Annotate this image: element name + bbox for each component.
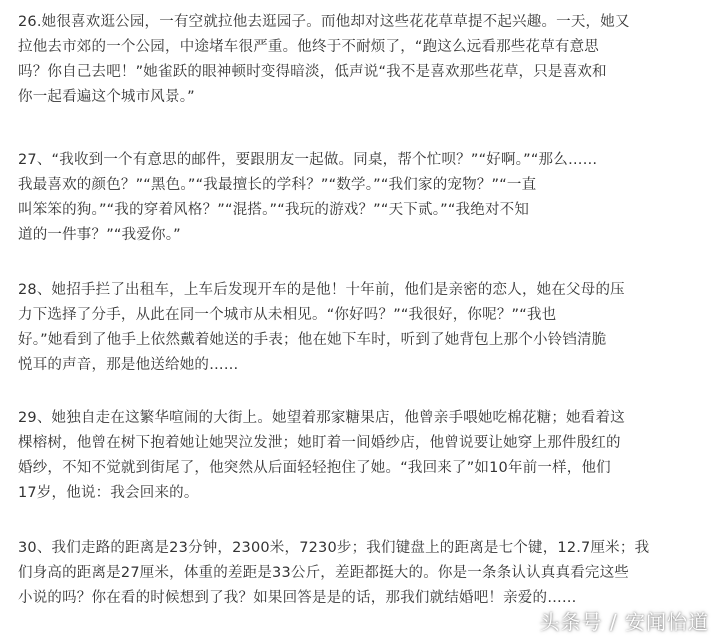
source-watermark: 头条号 / 安闻怡道: [539, 610, 709, 634]
text-line: 棵榕树，他曾在树下抱着她让她哭泣发泄；她盯着一间婚纱店，他曾说要让她穿上那件殷红的: [18, 435, 621, 451]
story-paragraph-29: [18, 406, 625, 506]
text-line: 你一起看遍这个城市风景。”: [18, 89, 195, 105]
text-line: 29、她独自走在这繁华喧闹的大街上。她望着那家糖果店，他曾亲手喂她吃棉花糖；她看着这: [18, 410, 625, 426]
text-line: 吗？你自己去吧！”她雀跃的眼神顿时变得暗淡，低声说“我不是喜欢那些花草，只是喜欢和: [18, 64, 607, 80]
text-line: 17岁，他说：我会回来的。: [18, 485, 199, 501]
text-line: 我最喜欢的颜色？”“黑色。”“我最擅长的学科？”“数学。”“我们家的宠物？”“一直: [18, 177, 537, 193]
story-paragraph-27: [18, 148, 597, 248]
story-paragraph-28: [18, 278, 625, 378]
story-paragraph-26: [18, 10, 630, 110]
text-line: 悦耳的声音，那是他送给她的……: [18, 357, 239, 373]
text-line: 道的一件事？”“我爱你。”: [18, 227, 181, 243]
text-line: 26.她很喜欢逛公园，一有空就拉他去逛园子。而他却对这些花花草草提不起兴趣。一天，她又: [18, 14, 630, 30]
text-line: 婚纱，不知不觉就到街尾了，他突然从后面轻轻抱住了她。“我回来了”如10年前一样，他们: [18, 460, 611, 476]
text-line: 28、她招手拦了出租车，上车后发现开车的是他！十年前，他们是亲密的恋人，她在父母的压: [18, 282, 625, 298]
text-line: 叫笨笨的狗。”“我的穿着风格？”“混搭。”“我玩的游戏？”“天下贰。”“我绝对不知: [18, 202, 530, 218]
text-line: 力下选择了分手，从此在同一个城市从未相见。“你好吗？”“我很好，你呢？”“我也: [18, 307, 557, 323]
text-line: 们身高的距离是27厘米，体重的差距是33公斤，差距都挺大的。你是一条条认认真真看完这些: [18, 565, 629, 581]
text-line: 好。”她看到了他手上依然戴着她送的手表；他在她下车时，听到了她背包上那个小铃铛清脆: [18, 332, 607, 348]
text-line: 30、我们走路的距离是23分钟，2300米，7230步；我们键盘上的距离是七个键，12.7厘米；我: [18, 540, 650, 556]
text-line: 小说的吗？你在看的时候想到了我？如果回答是是的话，那我们就结婚吧！亲爱的……: [18, 590, 577, 606]
text-line: 拉他去市郊的一个公园，中途堵车很严重。他终于不耐烦了，“跑这么远看那些花草有意思: [18, 39, 600, 55]
text-line: 27、“我收到一个有意思的邮件，要跟朋友一起做。同桌，帮个忙呗？”“好啊。”“那么……: [18, 152, 598, 168]
story-paragraph-30: [18, 536, 649, 611]
